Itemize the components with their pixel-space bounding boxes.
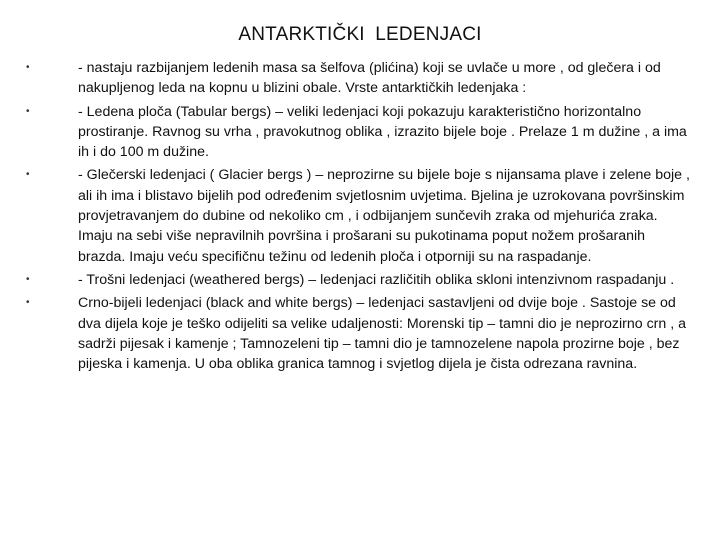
slide-title: ANTARKTIČKI LEDENJACI [238,24,482,45]
bullet-item-tabular-bergs [26,102,696,163]
bullet-dot-icon: • [26,62,30,73]
bullet-item-weathered-bergs [26,270,696,290]
bullet-item-black-white-bergs [26,293,696,374]
bullet-list [26,58,696,377]
bullet-dot-icon: • [26,273,30,285]
bullet-text: - Glečerski ledenjaci ( Glacier bergs ) – neprozirne su bijele boje s nijansama plave i zelene boje , ali ih ima i blistavo bijelih pod određenim svjetlosnim uvjetima. Bjelina je uzrokovana površinskim provjetravanjem do dubine od nekoliko cm , i odbijanjem sunčevih zraka od mjehurića zraka. Imaju na sebi više nepravilnih površina i prošarani su pukotinama poput nožem prošaranih brazda. Imaju veću specifičnu težinu od ledenih ploča i otporniji su na raspadanje. [78,167,690,265]
bullet-dot-icon: • [26,169,30,181]
bullet-text: - Trošni ledenjaci (weathered bergs) – ledenjaci različitih oblika skloni intenzivnom raspadanju . [78,271,675,288]
bullet-item-glacier-bergs [26,165,696,266]
bullet-text: Crno-bijeli ledenjaci (black and white bergs) – ledenjaci sastavljeni od dvije boje . Sastoje se od dva dijela koje je teško odijeliti sa velike udaljenosti: Morenski tip – tamni dio je neprozirno crn , a sadrži pijesak i kamenje ; Tamnozeleni tip – tamni dio je tamnozelene napola prozirne boje , bez pijeska i kamenja. U oba oblika granica tamnog i svjetlog dijela je čista odrezana ravnina. [78,295,687,373]
bullet-text: - nastaju razbijanjem ledenih masa sa šelfova (plićina) koji se uvlače u more , od glečera i od nakupljenog leda na kopnu u blizini obale. Vrste antarktičkih ledenjaka : [78,60,661,97]
bullet-text: - Ledena ploča (Tabular bergs) – veliki ledenjaci koji pokazuju karakteristično horizontalno prostiranje. Ravnog su vrha , pravokutnog oblika , izrazito bijele boje . Prelaze 1 m dužine , a ima ih i do 100 m dužine. [78,103,687,161]
bullet-dot-icon: • [26,105,30,117]
bullet-dot-icon: • [26,297,30,309]
bullet-item-formation [26,58,696,99]
